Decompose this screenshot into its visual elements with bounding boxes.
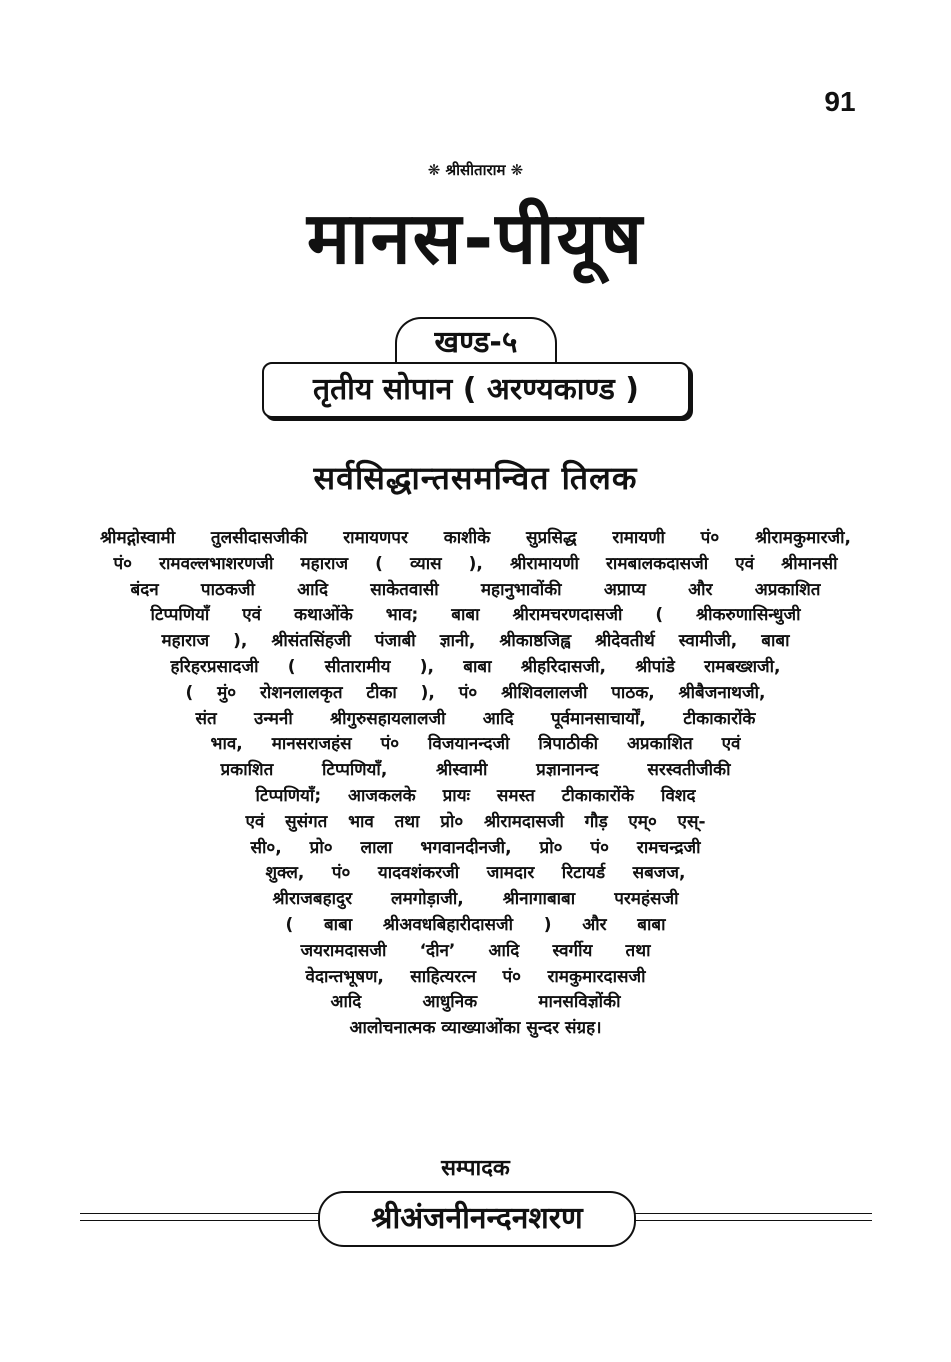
description-line: श्रीमद्गोस्वामी तुलसीदासजीकी रामायणपर काशीके सुप्रसिद्ध रामायणी पं० श्रीरामकुमारजी, <box>100 528 851 548</box>
invocation: ❋ श्रीसीताराम ❋ <box>427 161 524 179</box>
left-rule-bottom <box>80 1220 320 1221</box>
description-line: ( मुं० रोशनलालकृत टीका ), पं० श्रीशिवलालजी पाठक, श्रीबैजनाथजी, <box>185 682 766 703</box>
description-line: पं० रामवल्लभाशरणजी महाराज ( व्यास ), श्रीरामायणी रामबालकदासजी एवं श्रीमानसी <box>113 553 838 574</box>
book-title: मानस-पीयूष <box>306 196 645 280</box>
khand-label: खण्ड-५ <box>395 317 557 365</box>
description-line: टिप्पणियाँ; आजकलके प्रायः समस्त टीकाकारोंके विशद <box>255 785 696 806</box>
description-line: श्रीराजबहादुर लमगोड़ाजी, श्रीनागाबाबा परमहंसजी <box>272 889 679 910</box>
right-rule-top <box>630 1213 872 1214</box>
description-line: शुक्ल, पं० यादवशंकरजी जामदार रिटायर्ड सबजज, <box>265 863 686 884</box>
description-line: आलोचनात्मक व्याख्याओंका सुन्दर संग्रह। <box>349 1018 602 1039</box>
description-block <box>100 526 851 1042</box>
editor-label: सम्पादक <box>441 1156 510 1181</box>
description-line: भाव, मानसराजहंस पं० विजयानन्दजी त्रिपाठीकी अप्रकाशित एवं <box>210 734 741 755</box>
editor-name: श्रीअंजनीनन्दनशरण <box>318 1191 636 1247</box>
description-line: वेदान्तभूषण, साहित्यरत्न पं० रामकुमारदासजी <box>305 966 646 987</box>
description-line: महाराज ), श्रीसंतसिंहजी पंजाबी ज्ञानी, श्रीकाष्ठजिह्व श्रीदेवतीर्थ स्वामीजी, बाबा <box>161 631 790 652</box>
description-line: सी०, प्रो० लाला भगवानदीनजी, प्रो० पं० रामचन्द्रजी <box>250 837 701 858</box>
description-line: बंदन पाठकजी आदि साकेतवासी महानुभावोंकी अप्राप्य और अप्रकाशित <box>130 579 821 600</box>
description-line: जयरामदासजी ‘दीन’ आदि स्वर्गीय तथा <box>300 940 651 961</box>
description-line: प्रकाशित टिप्पणियाँ, श्रीस्वामी प्रज्ञानानन्द सरस्वतीजीकी <box>220 760 731 781</box>
description-line: संत उन्मनी श्रीगुरुसहायलालजी आदि पूर्वमानसाचार्यों, टीकाकारोंके <box>195 708 756 729</box>
description-line: एवं सुसंगत भाव तथा प्रो० श्रीरामदासजी गौड़ एम्० एस्- <box>245 811 706 832</box>
description-line: ( बाबा श्रीअवधबिहारीदासजी ) और बाबा <box>285 914 666 935</box>
tilak-heading: सर्वसिद्धान्तसमन्वित तिलक <box>313 459 638 497</box>
right-rule-bottom <box>630 1220 872 1221</box>
description-line: आदि आधुनिक मानसविज्ञोंकी <box>330 992 621 1013</box>
page-number: 91 <box>824 86 856 117</box>
left-rule-top <box>80 1213 320 1214</box>
sopan-label: तृतीय सोपान ( अरण्यकाण्ड ) <box>262 362 690 418</box>
description-line: टिप्पणियाँ एवं कथाओंके भाव; बाबा श्रीरामचरणदासजी ( श्रीकरुणासिन्धुजी <box>150 605 801 626</box>
description-line: हरिहरप्रसादजी ( सीतारामीय ), बाबा श्रीहरिदासजी, श्रीपांडे रामबख्शजी, <box>170 656 781 677</box>
